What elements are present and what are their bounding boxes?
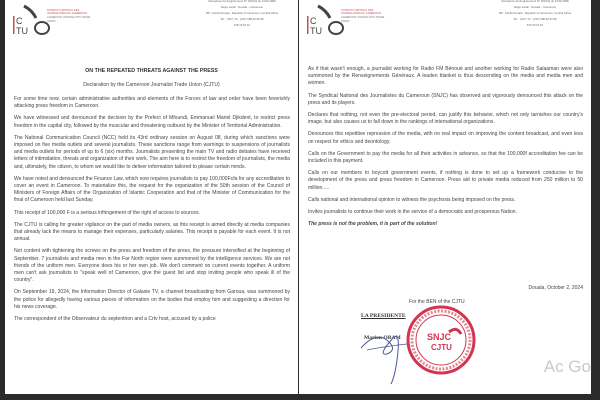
paragraph: We have witnessed and denounced the decision by the Prefect of Mfoundi, Emmanuel Mariel Djikdent, to restrict press freedom in the capital city, followed by the muscular and threatening outburst by the Minister of Territorial Administration. bbox=[14, 115, 290, 129]
registration: Récépissé d'enregistrement N° 000144 du 13/11/1998 bbox=[208, 0, 276, 3]
screen-edge bbox=[591, 0, 600, 400]
os-watermark: Ac Go bbox=[543, 357, 591, 376]
svg-text:C: C bbox=[310, 16, 317, 26]
right-body bbox=[308, 66, 583, 233]
address: BP : 12120 Douala - Republic of Cameroon, Central Africa bbox=[498, 10, 572, 15]
letterhead-info bbox=[485, 0, 585, 30]
paragraph: Declares that nothing, not even the pre-electoral period, can justify this behavior, which not only tarnishes our country's image, but also causes us to fall down in the rankings of international organizations. bbox=[308, 112, 583, 126]
phone: Tel. : (237) 74 - (237) 698 42 00 96 bbox=[220, 16, 264, 21]
paragraph: The CJTU is calling for greater vigilance on the part of media owners, as this receipt is aimed directly at media companies that already lack the means to manage their expenses, particularly salaries. This receipt is payable for each event. It is not annual. bbox=[14, 221, 290, 243]
svg-text:CJTU: CJTU bbox=[431, 343, 452, 352]
logo-text bbox=[47, 9, 97, 23]
document-subtitle: Declaration by the Cameroon Journalist Trade Union (CJTU) bbox=[83, 82, 220, 88]
logo-name-fr: SYNDICAT NATIONAL DES JOURNALISTES DU CAMEROUN bbox=[341, 9, 381, 16]
logo-name-fr: SYNDICAT NATIONAL DES JOURNALISTES DU CAMEROUN bbox=[47, 9, 87, 16]
handwritten-signature bbox=[357, 320, 437, 386]
address: BP : 12120 Douala - Republic of Cameroon, Central Africa bbox=[205, 10, 279, 15]
svg-text:TU: TU bbox=[310, 26, 322, 36]
president-title: LA PRESIDENTE bbox=[361, 313, 406, 319]
for-ben-line: For the BEN of the CJTU bbox=[409, 299, 465, 305]
right-document-page bbox=[299, 0, 591, 394]
paragraph: Denounces this repetitive repression of the media, with no real impact on improving the content broadcast, and even less on respect for ethics and deontology. bbox=[308, 131, 583, 145]
paragraph: As if that wasn't enough, a journalist working for Radio FM Bénoué and another working for Radio Salaaman were also summoned by the Renseignements Généraux. A leaden blanket is thus descending on the media and media men and women. bbox=[308, 66, 583, 87]
logo-name-en: CAMEROON JOURNALISTS TRADE UNION bbox=[341, 16, 385, 23]
svg-text:C: C bbox=[16, 16, 23, 26]
logo-text bbox=[341, 9, 391, 23]
phone2: 678 40 01 51 bbox=[233, 22, 251, 27]
paragraph: Not content with tightening the screws on the press and freedom of the press, the pressure intensified at the beginning of September. 7 journalists and media men in the Far North region were summoned by the intelligence services. We are not friends of the uniform men. Everyone does his or her own job. We don't comment on current events together. A uniform men can't ask journalists to "speak well of Cameroon, give the guest list and stop inviting people who speak ill of the country". bbox=[14, 248, 290, 284]
paragraph: The National Communication Council (NCC) held its 43rd ordinary session on August 08, during which sanctions were imposed on five media outlets and several journalists. These sanctions range from warnings to suspensions of journalists and media outlets for periods of up to 6 (six) months. Journalists presenting the main TV and radio debates have received letters of intimidation, threats and organization of their work. The aim here is to restrict the freedom of journalists, the media and, ultimately, the citizen, to whom we would like to deliver information tailored to please certain minds. bbox=[14, 134, 290, 170]
date-line: Douala, October 2, 2024 bbox=[528, 285, 583, 291]
paragraph: This receipt of 100,000 F is a serious infringement of the right of access to sources. bbox=[14, 209, 200, 216]
seat: Siège social : Douala – Cameroun bbox=[220, 4, 264, 9]
svg-text:TU: TU bbox=[16, 26, 28, 36]
paragraph: Calls national and international opinion to witness the psychosis being imposed on the press. bbox=[308, 196, 516, 203]
paragraph: The correspondent of the Observateur du septentrion and a Crtv host, accused by a police bbox=[14, 316, 216, 323]
paragraph: On September 19, 2024, the Information Director of Galaxie TV, a channel broadcasting from Garoua, was summoned by the police for allegedly having various pieces of information on the bodies that employ him and suggesting a direction for his news coverage. bbox=[14, 289, 290, 310]
left-body bbox=[14, 96, 290, 328]
seat: Siège social : Douala – Cameroun bbox=[513, 4, 557, 9]
left-document-page bbox=[5, 0, 298, 394]
paragraph: Calls on our members to boycott government events, if nothing is done to set up a framework conducive to the development of the press and press freedom in Cameroon. Press aid to private media reduced from 250 million to 50 million..... bbox=[308, 170, 583, 191]
paragraph: We have noted and denounced the Finance Law, which now requires journalists to pay 100,000Fcfa for any accreditation to cover an event in Cameroon. To materialize this, the request for the organization of the 50th session of the Council of Ministers of Foreign Affairs of the Organization of Islamic Cooperation and that of the Minister of Communication for the final of Cameroon held last Sunday. bbox=[14, 175, 290, 204]
letterhead-info bbox=[192, 0, 292, 30]
registration: Récépissé d'enregistrement N° 000144 du 13/11/1998 bbox=[501, 0, 569, 3]
logo-name-en: CAMEROON JOURNALISTS TRADE UNION bbox=[47, 16, 91, 23]
phone: Tel. : (237) 74 - (237) 698 42 00 96 bbox=[513, 16, 557, 21]
paragraph: Invites journalists to continue their work in the service of a democratic and prosperous Nation. bbox=[308, 209, 517, 216]
paragraph: Calls on the Government to pay the media for all their activities in advance, so that the 100,000f accreditation fee can be included in this payment. bbox=[308, 150, 583, 165]
svg-text:SNJC: SNJC bbox=[427, 332, 452, 342]
document-title: ON THE REPEATED THREATS AGAINST THE PRESS bbox=[85, 68, 218, 74]
signatory-name: Marion OBAM bbox=[364, 335, 401, 341]
paragraph: For some time now, certain administrative authorities and elements of the Forces of law and order have been feverishly attacking press freedom in Cameroon. bbox=[14, 96, 290, 110]
phone2: 678 40 01 51 bbox=[526, 22, 544, 27]
slogan: The press is not the problem, it is part of the solution! bbox=[308, 221, 438, 228]
paragraph: The Syndicat National des Journalistes du Cameroun (SNJC) has observed and vigorously denounced this attack on the press and its players. bbox=[308, 92, 583, 106]
